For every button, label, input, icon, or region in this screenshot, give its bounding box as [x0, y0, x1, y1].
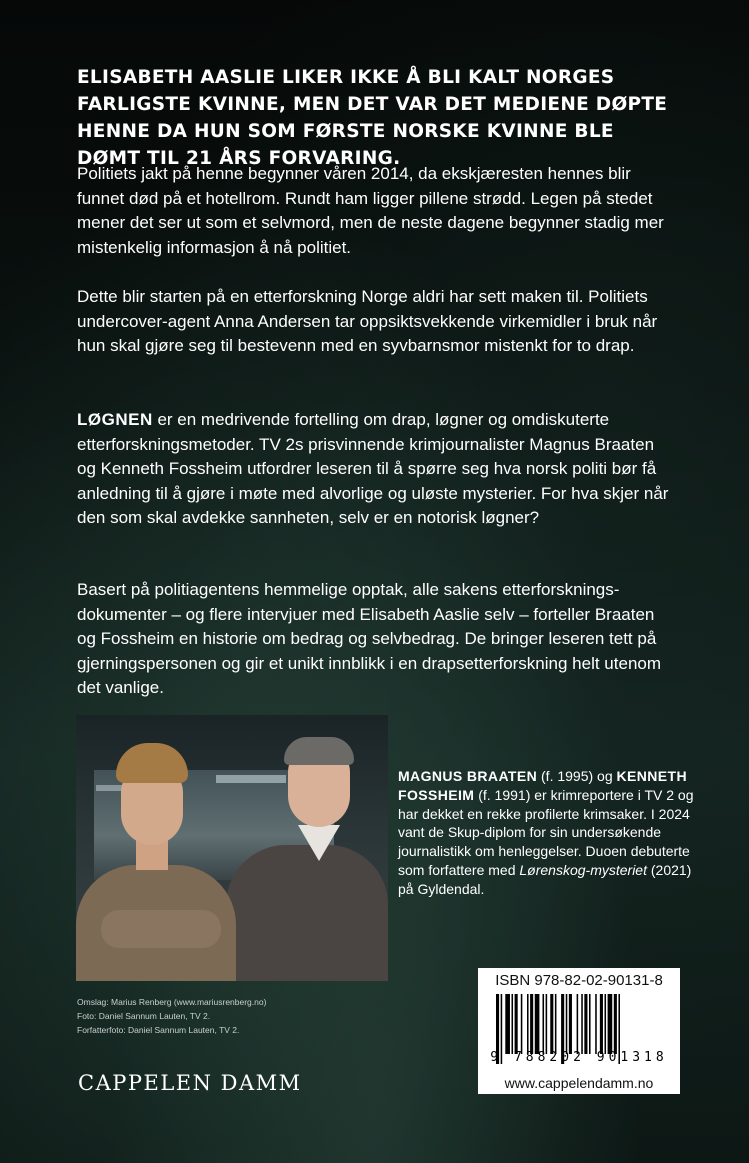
- author1-name: MAGNUS BRAATEN: [398, 768, 538, 784]
- barcode-bar: [608, 994, 613, 1054]
- author1-year: (f. 1995) og: [537, 768, 617, 784]
- publisher-logo: CAPPELEN DAMM: [78, 1071, 302, 1095]
- barcode-bar: [530, 994, 533, 1054]
- barcode-bar: [527, 994, 529, 1054]
- paragraph-1: Politiets jakt på henne begynner våren 2014, da ekskjæresten hennes blir funnet død på et hotellrom. Rundt ham ligger pillene strødd. Legen på stedet mener det ser ut som et selvmord, men de neste dagene begynner stadig mer mistenkelig informasjon å nå politiet.: [77, 164, 664, 257]
- barcode-bar: [614, 994, 617, 1054]
- book-title-inline: LØGNEN: [77, 410, 153, 429]
- isbn-label: ISBN 978-82-02-90131-8: [495, 972, 663, 989]
- publisher-website: www.cappelendamm.no: [478, 1072, 680, 1094]
- barcode-bar: [595, 994, 597, 1054]
- barcode-bar: [600, 994, 603, 1054]
- bio-text: (f. 1991) er krimreportere i TV 2 og har dekket en rekke profilerte krimsaker. I 2024 vant de Skup-diplom for sin undersøkende journalistikk om henleggelser. Duoen debuterte som forfattere med: [398, 786, 694, 878]
- barcode-bar: [515, 994, 518, 1054]
- barcode-bar: [535, 994, 540, 1054]
- barcode-bar: [566, 994, 568, 1054]
- credit-line: Forfatterfoto: Daniel Sannum Lauten, TV 2.: [77, 1025, 240, 1035]
- barcode-bar: [546, 994, 548, 1054]
- paragraph-4: Basert på politiagentens hemmelige opptak, alle sakens etterforskningsdokumenter – og flere intervjuer med Elisabeth Aaslie selv – forteller Braaten og Fossheim en historie om bedrag og selvbedrag. De bringer leseren tett på gjerningspersonen og gir et unikt innblikk i en drapsetterforskning helt utenom det vanlige.: [77, 580, 662, 697]
- isbn-digits: 9 788202 901318: [490, 1050, 668, 1065]
- barcode-bar: [589, 994, 591, 1054]
- barcode-bar: [569, 994, 572, 1054]
- author2-name: KENNETH FOSSHEIM: [398, 768, 687, 803]
- barcode-bar: [512, 994, 514, 1054]
- barcode-bar: [581, 994, 583, 1054]
- barcode-bar: [505, 994, 510, 1054]
- bio-text-end: (2021) på Gyldendal.: [398, 861, 692, 897]
- paragraph-3: [77, 408, 677, 531]
- barcode-bar: [605, 994, 607, 1054]
- barcode-bar: [584, 994, 587, 1054]
- barcode-bar: [543, 994, 545, 1054]
- photo-credits: [77, 995, 337, 1037]
- barcode-bar: [550, 994, 553, 1054]
- barcode-bar: [577, 994, 579, 1054]
- author-bio: [398, 767, 698, 899]
- paragraph-3-text: er en medrivende fortelling om drap, løgner og omdiskuterte etterforskningsmetoder. TV 2s prisvinnende krimjournalister Magnus Braaten og Kenneth Fossheim utfordrer leseren til å spørre seg hva norsk politi bør få anledning til å gjøre i møte med alvorlige og uløste mysterier. For hva skjer når den som skal avdekke sannheten, selv er en notorisk løgner?: [77, 410, 669, 527]
- credit-line: Omslag: Marius Renberg (www.mariusrenberg.no): [77, 997, 267, 1007]
- credit-line: Foto: Daniel Sannum Lauten, TV 2.: [77, 1011, 211, 1021]
- barcode-bar: [521, 994, 523, 1054]
- previous-book-title: Lørenskog-mysteriet: [519, 861, 647, 878]
- paragraph-2: Dette blir starten på en etterforskning Norge aldri har sett maken til. Politiets undercover-agent Anna Andersen tar oppsiktsvekkende virkemidler i bruk når hun skal gjøre seg til bestevenn med en syvbarnsmor mistenkt for to drap.: [77, 287, 658, 355]
- barcode-bar: [555, 994, 557, 1054]
- author-photo: [76, 715, 388, 981]
- lead-paragraph: ELISABETH AASLIE LIKER IKKE Å BLI KALT NORGES FARLIGSTE KVINNE, MEN DET VAR DET MEDIENE DØPTE HENNE DA HUN SOM FØRSTE NORSKE KVINNE BLE DØMT TIL 21 ÅRS FORVARING.: [77, 67, 668, 169]
